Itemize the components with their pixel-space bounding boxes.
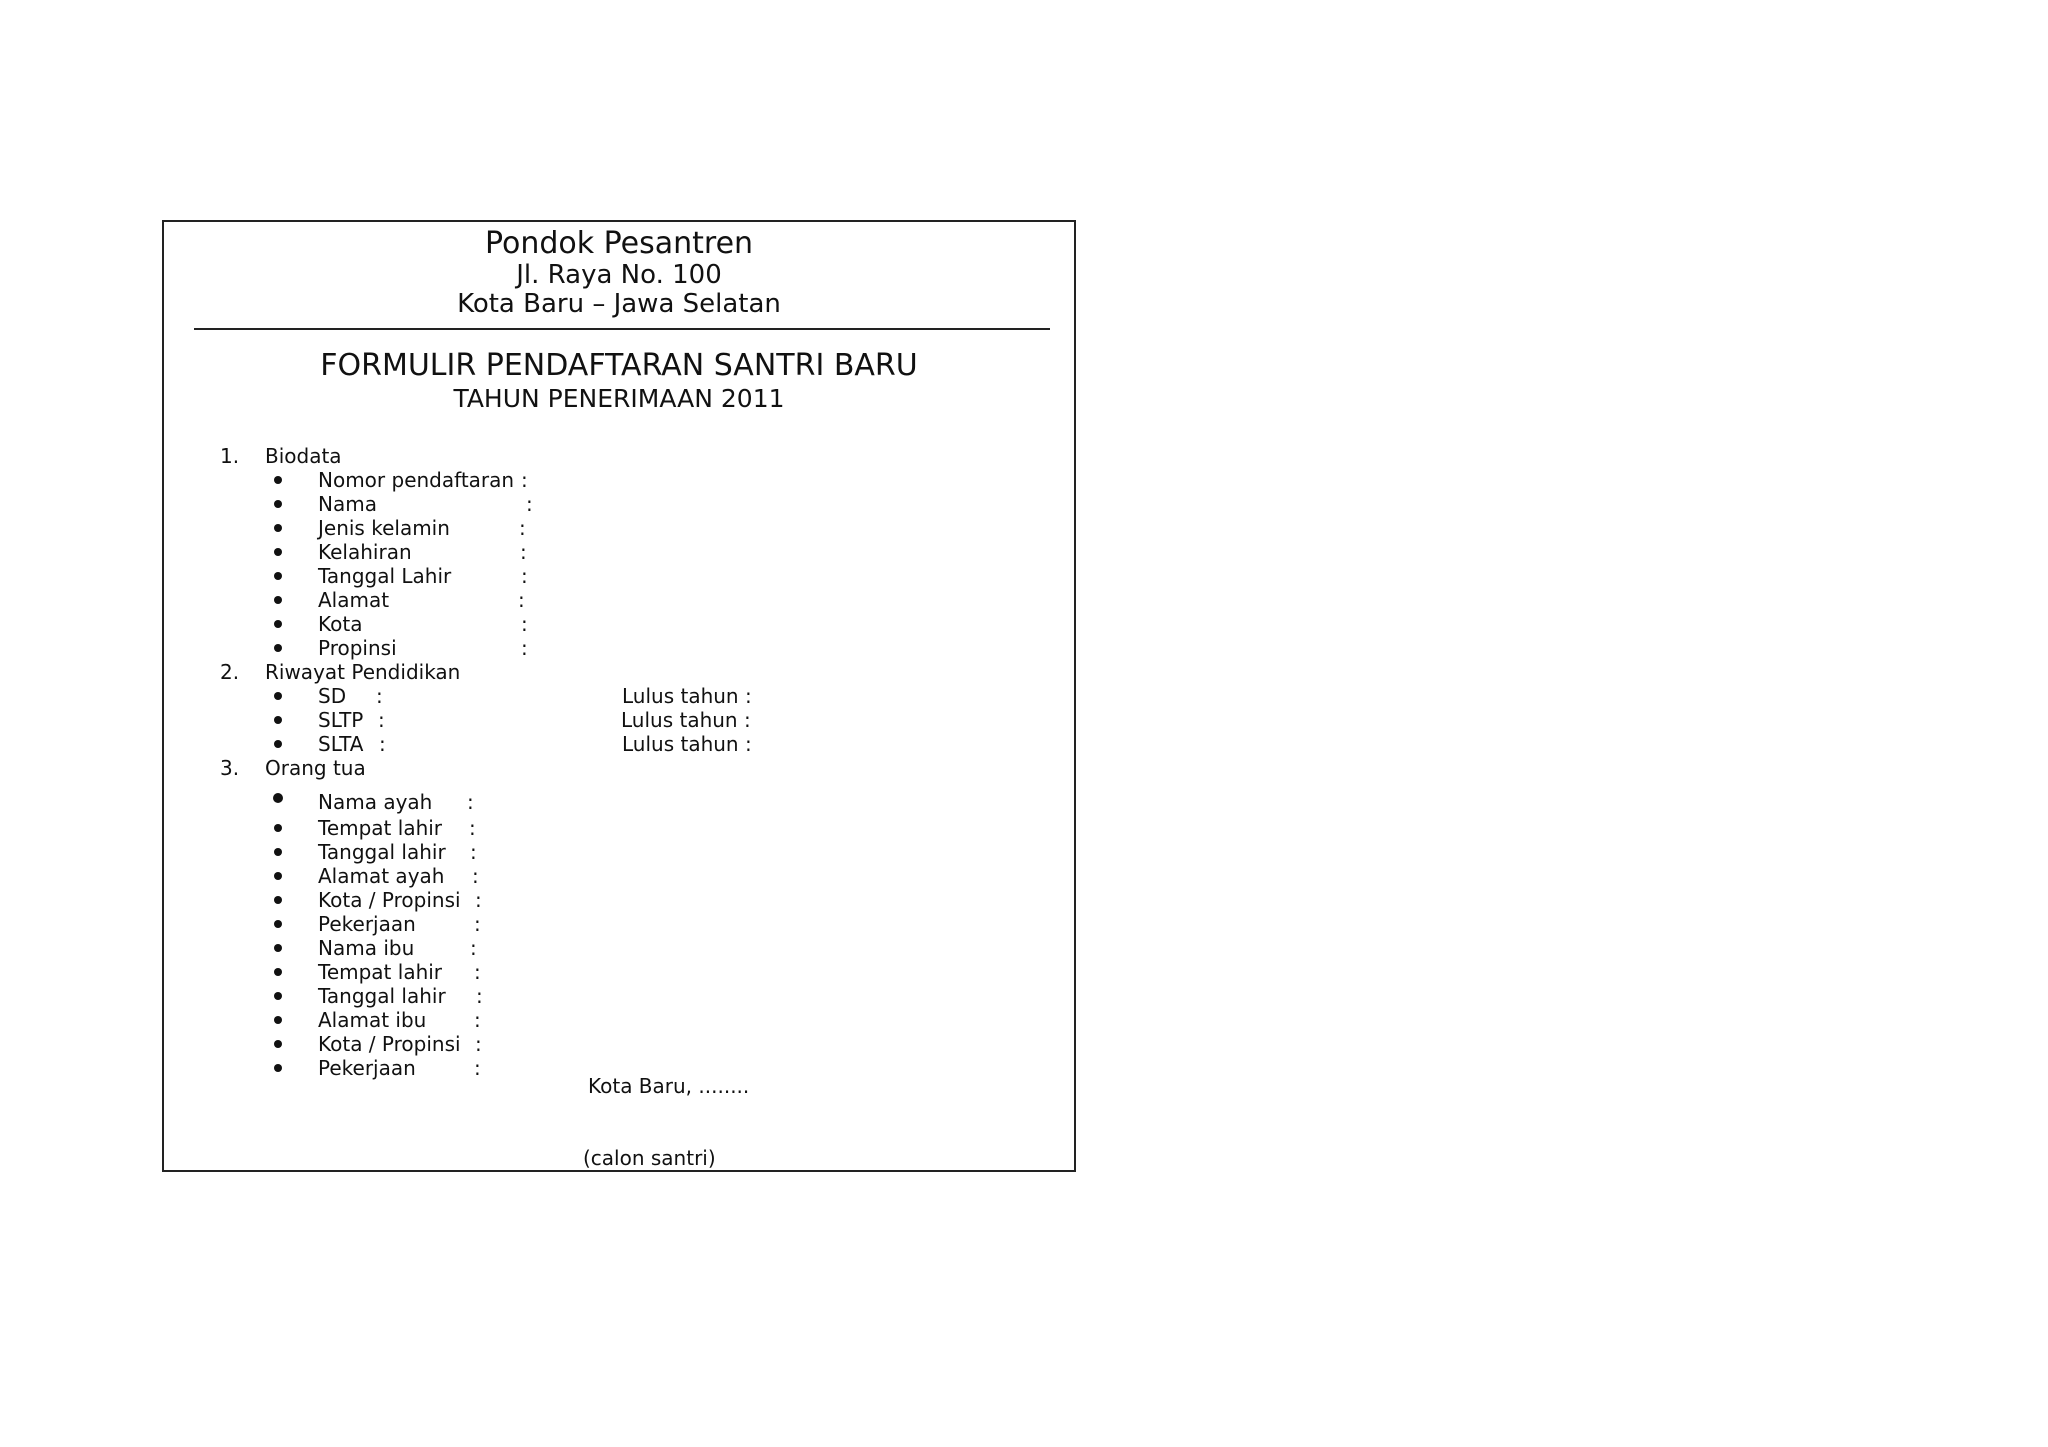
bullet-icon	[274, 740, 282, 748]
field-colon: :	[518, 588, 525, 612]
field-label: Alamat ibu	[318, 1008, 427, 1032]
bullet-icon	[274, 716, 282, 724]
field-label: Tanggal lahir	[318, 984, 446, 1008]
bullet-icon	[274, 692, 282, 700]
field-colon: :	[519, 516, 526, 540]
field-colon: :	[469, 816, 476, 840]
field-label: Alamat ayah	[318, 864, 445, 888]
field-colon: :	[521, 468, 528, 492]
field-label: SLTA	[318, 732, 364, 756]
field-colon: :	[521, 564, 528, 588]
bullet-icon	[274, 992, 282, 1000]
field-colon: :	[474, 960, 481, 984]
bullet-icon	[274, 944, 282, 952]
section-title-education: Riwayat Pendidikan	[265, 660, 461, 684]
bullet-icon	[274, 524, 282, 532]
field-colon: :	[521, 612, 528, 636]
field-colon: :	[470, 936, 477, 960]
field-label: Pekerjaan	[318, 912, 416, 936]
section-number-biodata: 1.	[220, 444, 240, 468]
field-label: Tempat lahir	[318, 816, 443, 840]
field-colon: :	[467, 790, 474, 814]
institution-city: Kota Baru – Jawa Selatan	[457, 289, 781, 319]
field-colon: :	[376, 684, 383, 708]
graduation-year-label: Lulus tahun :	[621, 708, 751, 732]
section-title-biodata: Biodata	[265, 444, 342, 468]
registration-form	[162, 220, 1076, 1172]
bullet-icon	[274, 476, 282, 484]
bullet-icon	[274, 824, 282, 832]
field-colon: :	[520, 540, 527, 564]
field-colon: :	[474, 1008, 481, 1032]
field-label: Tanggal lahir	[318, 840, 446, 864]
bullet-icon	[273, 793, 283, 803]
bullet-icon	[274, 500, 282, 508]
bullet-icon	[274, 848, 282, 856]
signature-label: (calon santri)	[583, 1146, 716, 1170]
graduation-year-label: Lulus tahun :	[622, 732, 752, 756]
institution-address: Jl. Raya No. 100	[516, 260, 722, 290]
bullet-icon	[274, 548, 282, 556]
section-title-parents: Orang tua	[265, 756, 366, 780]
field-label: Nama ibu	[318, 936, 415, 960]
field-label: Nama	[318, 492, 377, 516]
bullet-icon	[274, 644, 282, 652]
bullet-icon	[274, 620, 282, 628]
field-label: Tempat lahir	[318, 960, 443, 984]
field-colon: :	[475, 888, 482, 912]
field-colon: :	[474, 1056, 481, 1080]
field-label: SD	[318, 684, 347, 708]
field-label: Kota / Propinsi	[318, 888, 461, 912]
bullet-icon	[274, 1064, 282, 1072]
institution-name: Pondok Pesantren	[484, 226, 754, 261]
field-colon: :	[474, 912, 481, 936]
field-label: Kelahiran	[318, 540, 412, 564]
field-colon: :	[472, 864, 479, 888]
field-label: Nomor pendaftaran	[318, 468, 515, 492]
field-label: Kota	[318, 612, 363, 636]
bullet-icon	[274, 596, 282, 604]
bullet-icon	[274, 1040, 282, 1048]
section-number-parents: 3.	[220, 756, 240, 780]
field-colon: :	[521, 636, 528, 660]
bullet-icon	[274, 572, 282, 580]
field-label: SLTP	[318, 708, 364, 732]
section-number-education: 2.	[220, 660, 240, 684]
bullet-icon	[274, 896, 282, 904]
field-colon: :	[378, 708, 385, 732]
bullet-icon	[274, 872, 282, 880]
field-label: Alamat	[318, 588, 390, 612]
bullet-icon	[274, 1016, 282, 1024]
field-label: Pekerjaan	[318, 1056, 416, 1080]
field-colon: :	[470, 840, 477, 864]
field-label: Propinsi	[318, 636, 397, 660]
field-colon: :	[475, 1032, 482, 1056]
header-divider	[194, 328, 1050, 330]
graduation-year-label: Lulus tahun :	[622, 684, 752, 708]
bullet-icon	[274, 968, 282, 976]
field-colon: :	[526, 492, 533, 516]
place-date: Kota Baru, ........	[588, 1074, 750, 1098]
field-colon: :	[379, 732, 386, 756]
field-label: Kota / Propinsi	[318, 1032, 461, 1056]
field-colon: :	[476, 984, 483, 1008]
field-label: Nama ayah	[318, 790, 433, 814]
form-title: FORMULIR PENDAFTARAN SANTRI BARU	[320, 348, 918, 383]
bullet-icon	[274, 920, 282, 928]
field-label: Jenis kelamin	[318, 516, 450, 540]
form-subtitle: TAHUN PENERIMAAN 2011	[453, 384, 785, 413]
field-label: Tanggal Lahir	[318, 564, 452, 588]
